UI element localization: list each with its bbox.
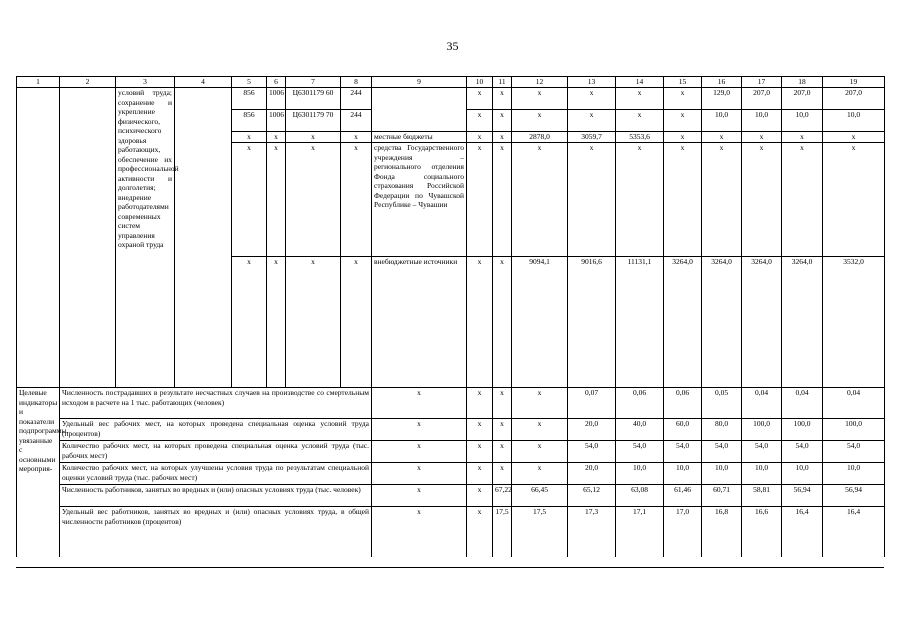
cell: 10,0 <box>702 463 742 485</box>
source-cell: средства Государственного учреждения – регионального отделения Фонда социального страхования Российской Федерации по Чувашской Республике – Чувашии <box>372 143 467 257</box>
cell: 65,12 <box>568 485 616 507</box>
indicator-name: Удельный вес работников, занятых во вредных и (или) опасных условиях труда, в общей численности работников (процентов) <box>60 507 372 557</box>
header-cell: 10 <box>467 77 493 88</box>
cell: 207,0 <box>742 88 782 110</box>
cell: 10,0 <box>742 463 782 485</box>
cell: x <box>616 143 664 257</box>
header-cell: 11 <box>493 77 512 88</box>
cell: 100,0 <box>782 419 823 441</box>
source-cell <box>372 88 467 132</box>
cell: 100,0 <box>823 419 885 441</box>
cell: 3264,0 <box>742 257 782 388</box>
indicator-row <box>17 419 885 441</box>
cell: 11131,1 <box>616 257 664 388</box>
cell: 9016,6 <box>568 257 616 388</box>
cell: x <box>232 257 267 388</box>
cell: 3264,0 <box>702 257 742 388</box>
cell: 54,0 <box>782 441 823 463</box>
cell: 60,71 <box>702 485 742 507</box>
cell: 67,22 <box>493 485 512 507</box>
cell: x <box>467 419 493 441</box>
cell: 0,05 <box>702 388 742 419</box>
indicator-row <box>17 507 885 557</box>
cell: x <box>493 110 512 132</box>
cell: x <box>702 132 742 143</box>
cell: 2878,0 <box>512 132 568 143</box>
cell: x <box>341 257 372 388</box>
cell: 54,0 <box>823 441 885 463</box>
cell: x <box>372 485 467 507</box>
program-table <box>16 76 885 557</box>
cell: x <box>286 143 341 257</box>
cell: 3059,7 <box>568 132 616 143</box>
cell: x <box>467 463 493 485</box>
cell: 0,04 <box>823 388 885 419</box>
measure-name: условий труда; сохранение и укрепление физического, психического здоровья работающих, обеспечение их профессиональной активности и долголетия; внедрение работодателями современных систем управления охраной труда <box>116 88 175 388</box>
cell: 20,0 <box>568 463 616 485</box>
cell: x <box>267 132 286 143</box>
cell: 1006 <box>267 110 286 132</box>
header-cell: 3 <box>116 77 175 88</box>
header-cell: 6 <box>267 77 286 88</box>
cell: x <box>341 132 372 143</box>
cell: x <box>267 143 286 257</box>
cell: x <box>742 132 782 143</box>
cell: x <box>493 419 512 441</box>
cell: x <box>616 110 664 132</box>
cell: x <box>702 143 742 257</box>
cell: x <box>823 143 885 257</box>
cell: x <box>616 88 664 110</box>
cell: x <box>512 419 568 441</box>
indicator-row <box>17 463 885 485</box>
cell: x <box>512 110 568 132</box>
header-cell: 15 <box>664 77 702 88</box>
cell: 58,81 <box>742 485 782 507</box>
cell: x <box>372 463 467 485</box>
cell: x <box>493 88 512 110</box>
cell: x <box>372 441 467 463</box>
cell: 16,6 <box>742 507 782 557</box>
cell: 0,06 <box>616 388 664 419</box>
header-cell: 12 <box>512 77 568 88</box>
funding-row <box>17 88 885 110</box>
cell: 0,04 <box>742 388 782 419</box>
cell: x <box>467 132 493 143</box>
cell: x <box>782 132 823 143</box>
cell: 10,0 <box>702 110 742 132</box>
cell: 3264,0 <box>664 257 702 388</box>
cell: 9094,1 <box>512 257 568 388</box>
cell: 17,5 <box>493 507 512 557</box>
header-cell: 17 <box>742 77 782 88</box>
header-cell: 7 <box>286 77 341 88</box>
cell: x <box>372 388 467 419</box>
cell: 20,0 <box>568 419 616 441</box>
cell: 56,94 <box>782 485 823 507</box>
table-bottom-rule <box>16 567 884 568</box>
cell: x <box>742 143 782 257</box>
cell: x <box>467 110 493 132</box>
cell: 129,0 <box>702 88 742 110</box>
cell: 856 <box>232 88 267 110</box>
cell: 10,0 <box>823 463 885 485</box>
cell: 54,0 <box>664 441 702 463</box>
cell: 54,0 <box>702 441 742 463</box>
cell: 244 <box>341 88 372 110</box>
cell: 16,4 <box>782 507 823 557</box>
cell: x <box>568 110 616 132</box>
cell: 80,0 <box>702 419 742 441</box>
cell: x <box>512 463 568 485</box>
cell: x <box>493 132 512 143</box>
cell: 0,04 <box>782 388 823 419</box>
cell: x <box>341 143 372 257</box>
header-cell: 9 <box>372 77 467 88</box>
cell: x <box>467 257 493 388</box>
cell: 207,0 <box>823 88 885 110</box>
cell: 54,0 <box>616 441 664 463</box>
cell: x <box>512 441 568 463</box>
cell: x <box>467 88 493 110</box>
cell: x <box>493 143 512 257</box>
header-cell: 14 <box>616 77 664 88</box>
cell: x <box>664 143 702 257</box>
cell: 100,0 <box>742 419 782 441</box>
cell: 0,07 <box>568 388 616 419</box>
cell: 17,3 <box>568 507 616 557</box>
source-cell: местные бюджеты <box>372 132 467 143</box>
cell: 3264,0 <box>782 257 823 388</box>
cell: 10,0 <box>742 110 782 132</box>
indicator-row <box>17 441 885 463</box>
cell: x <box>232 143 267 257</box>
cell: x <box>512 143 568 257</box>
cell: x <box>467 485 493 507</box>
cell: x <box>493 463 512 485</box>
cell: 10,0 <box>782 110 823 132</box>
cell: 61,46 <box>664 485 702 507</box>
cell: 54,0 <box>742 441 782 463</box>
cell: x <box>467 388 493 419</box>
indicator-row <box>17 485 885 507</box>
cell: x <box>267 257 286 388</box>
cell: x <box>493 257 512 388</box>
header-cell: 2 <box>60 77 116 88</box>
header-cell: 1 <box>17 77 60 88</box>
header-cell: 4 <box>175 77 232 88</box>
cell: 207,0 <box>782 88 823 110</box>
cell: Ц6301179 60 <box>286 88 341 110</box>
cell: x <box>664 110 702 132</box>
cell: x <box>467 507 493 557</box>
indicator-name: Численность работников, занятых во вредных и (или) опасных условиях труда (тыс. человек) <box>60 485 372 507</box>
cell: 17,0 <box>664 507 702 557</box>
cell: x <box>372 507 467 557</box>
cell: x <box>823 132 885 143</box>
cell: 5353,6 <box>616 132 664 143</box>
cell: 1006 <box>267 88 286 110</box>
cell: 10,0 <box>782 463 823 485</box>
cell: 10,0 <box>664 463 702 485</box>
cell: x <box>493 441 512 463</box>
page-number: 35 <box>446 39 459 53</box>
cell: 16,8 <box>702 507 742 557</box>
cell: 3532,0 <box>823 257 885 388</box>
header-cell: 5 <box>232 77 267 88</box>
cell: 10,0 <box>823 110 885 132</box>
cell: x <box>568 88 616 110</box>
cell: 10,0 <box>616 463 664 485</box>
col4-cell <box>175 88 232 388</box>
cell: x <box>782 143 823 257</box>
cell: x <box>232 132 267 143</box>
cell: x <box>372 419 467 441</box>
cell: 54,0 <box>568 441 616 463</box>
cell: x <box>493 388 512 419</box>
cell: 56,94 <box>823 485 885 507</box>
cell: x <box>286 132 341 143</box>
source-cell: внебюджетные источники <box>372 257 467 388</box>
col2-cell <box>60 88 116 388</box>
cell: 60,0 <box>664 419 702 441</box>
indicator-name: Удельный вес рабочих мест, на которых проведена специальная оценка условий труда (процентов) <box>60 419 372 441</box>
cell: 0,06 <box>664 388 702 419</box>
header-cell: 18 <box>782 77 823 88</box>
indicator-row <box>17 388 885 419</box>
col1-cell <box>17 88 60 388</box>
header-cell: 19 <box>823 77 885 88</box>
cell: Ц6301179 70 <box>286 110 341 132</box>
indicator-name: Численность пострадавших в результате несчастных случаев на производстве со смертельным исходом в расчете на 1 тыс. работающих (человек) <box>60 388 372 419</box>
cell: 17,1 <box>616 507 664 557</box>
header-cell: 13 <box>568 77 616 88</box>
cell: x <box>512 88 568 110</box>
cell: x <box>467 143 493 257</box>
cell: 16,4 <box>823 507 885 557</box>
cell: x <box>286 257 341 388</box>
cell: 17,5 <box>512 507 568 557</box>
cell: 244 <box>341 110 372 132</box>
cell: x <box>664 132 702 143</box>
header-row <box>17 77 885 88</box>
cell: x <box>568 143 616 257</box>
indicator-name: Количество рабочих мест, на которых улучшены условия труда по результатам специальной оценки условий труда (тыс. рабочих мест) <box>60 463 372 485</box>
cell: 63,08 <box>616 485 664 507</box>
cell: 40,0 <box>616 419 664 441</box>
header-cell: 8 <box>341 77 372 88</box>
header-cell: 16 <box>702 77 742 88</box>
cell: x <box>664 88 702 110</box>
indicator-name: Количество рабочих мест, на которых проведена специальная оценка условий труда (тыс. рабочих мест) <box>60 441 372 463</box>
cell: 66,45 <box>512 485 568 507</box>
cell: x <box>467 441 493 463</box>
cell: 856 <box>232 110 267 132</box>
cell: x <box>512 388 568 419</box>
indicator-group-label: Целевые индикаторы и показатели подпрограммы, увязанные с основными мероприя- <box>17 388 60 557</box>
